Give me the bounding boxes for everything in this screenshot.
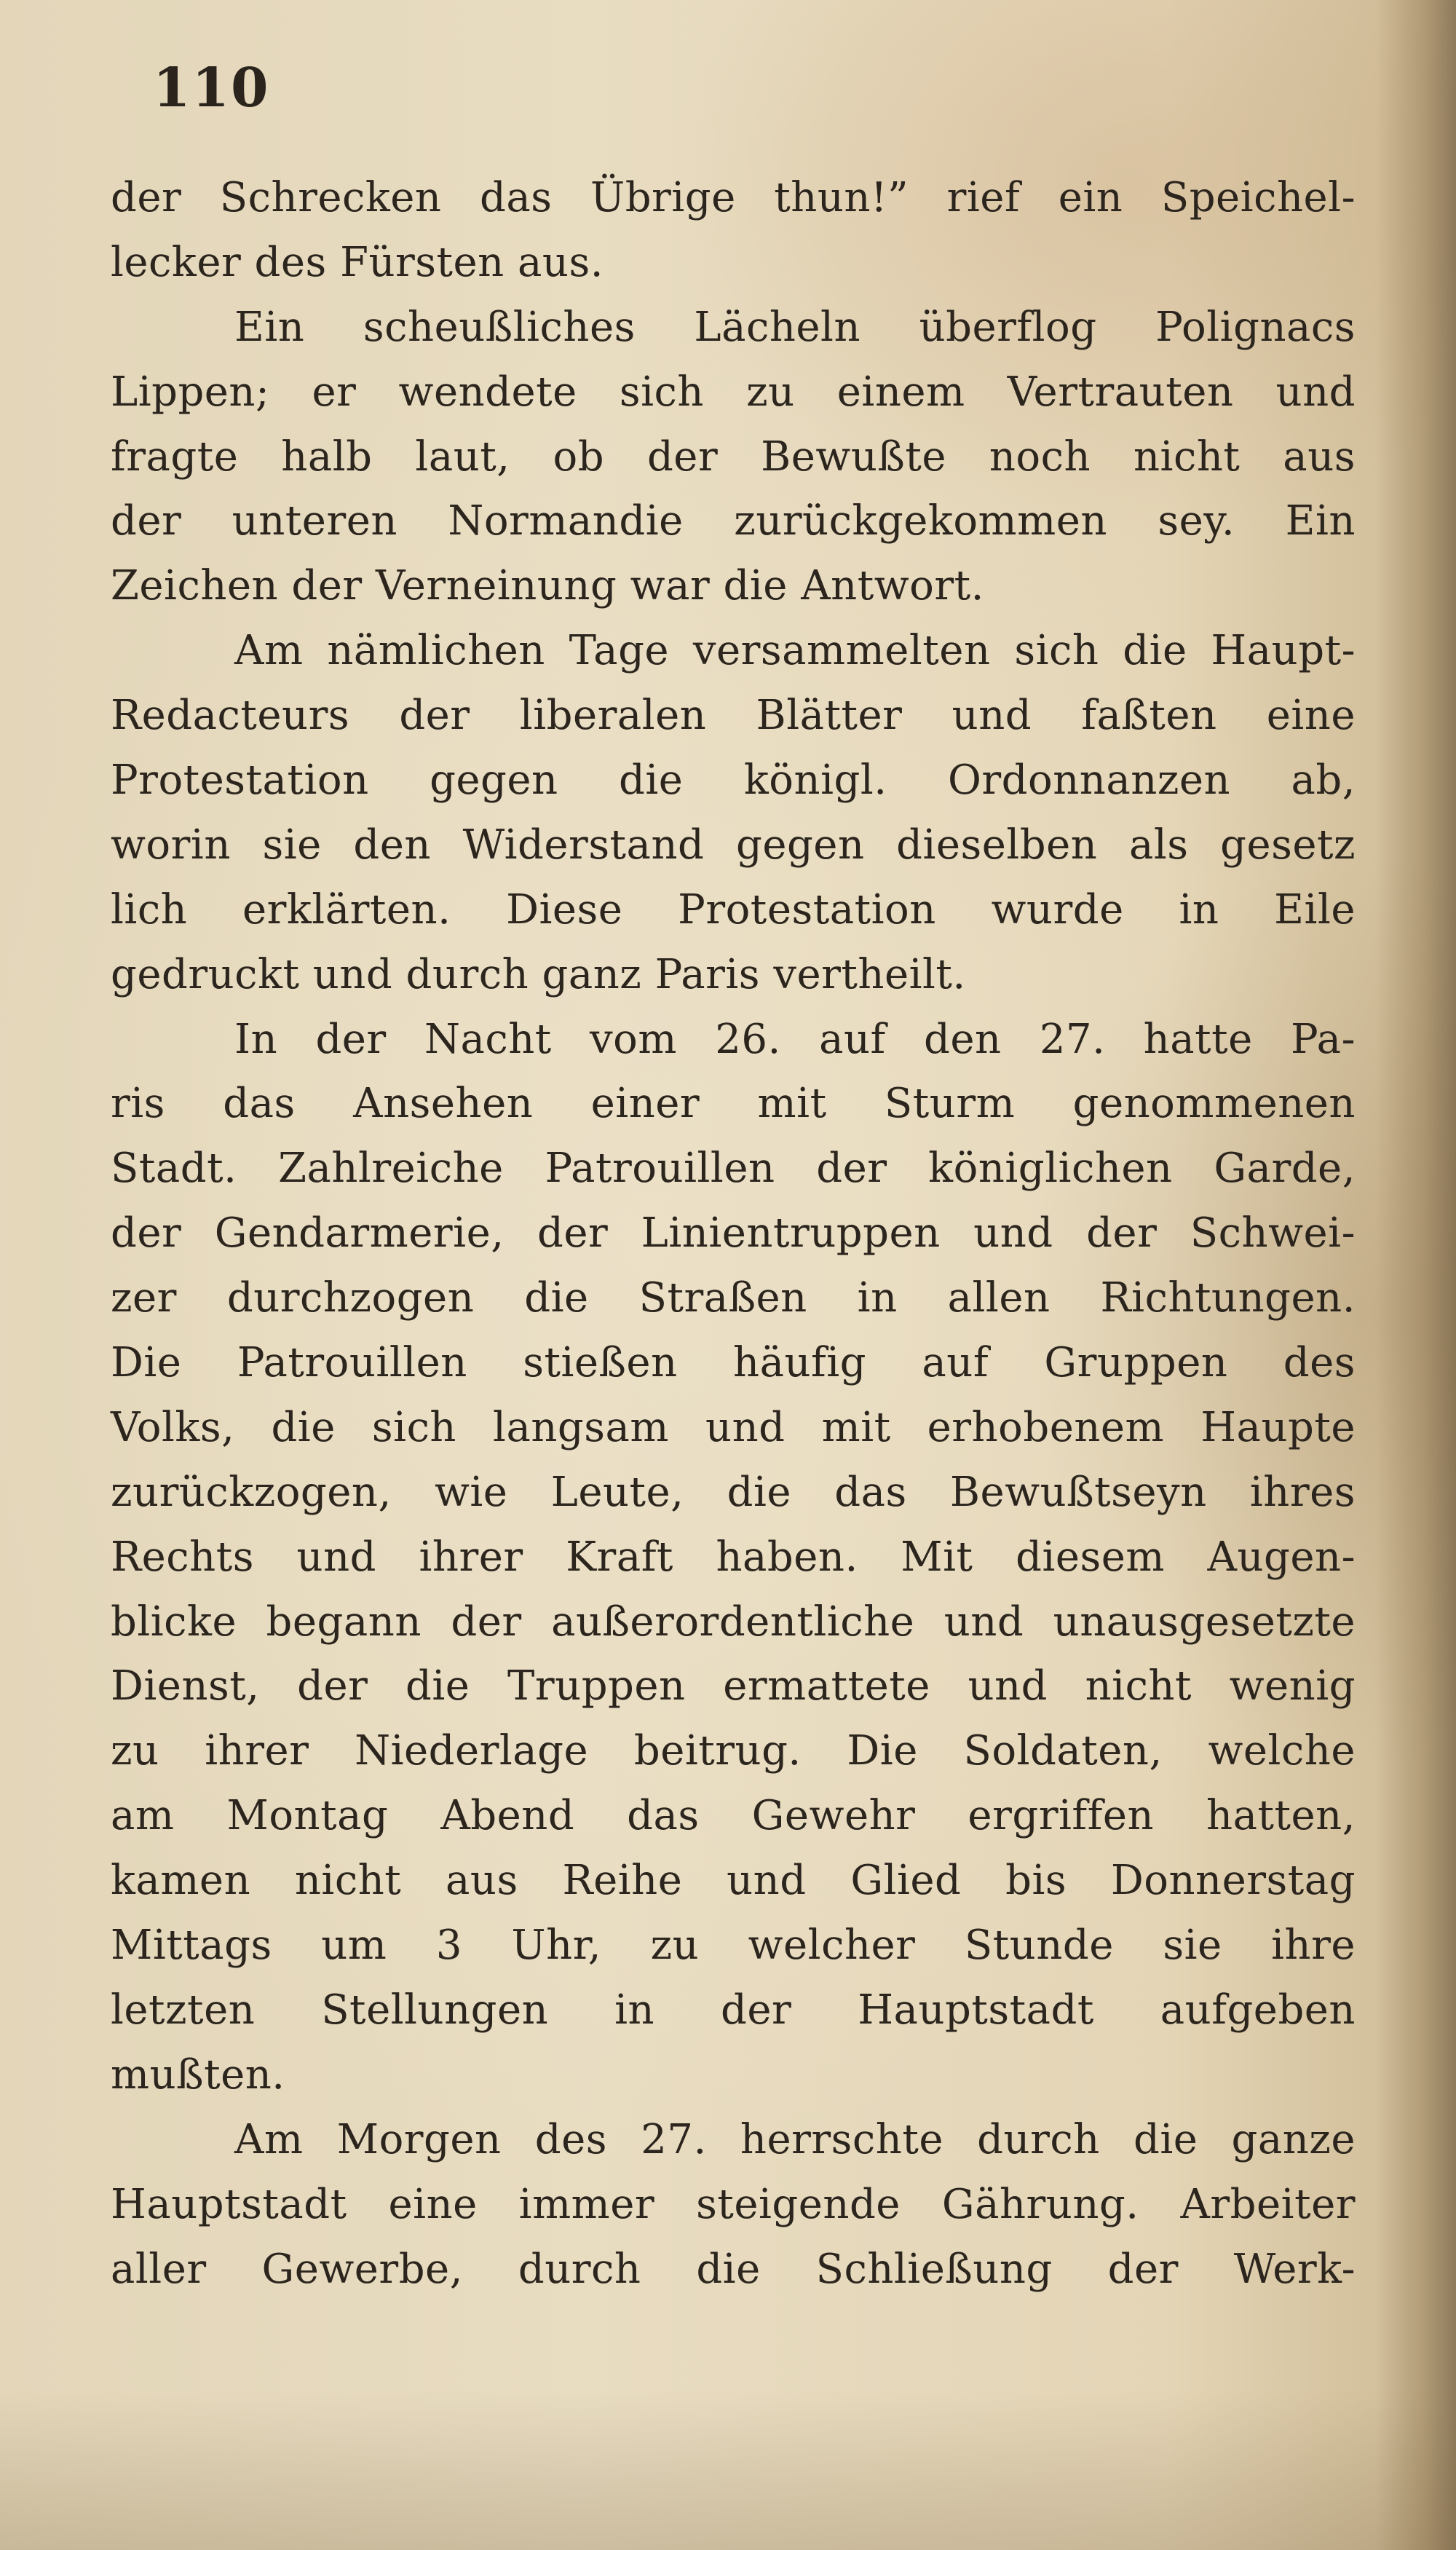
text-line: Lippen; er wendete sich zu einem Vertrauten und xyxy=(111,368,1356,416)
text-line: Rechts und ihrer Kraft haben. Mit diesem Augen- xyxy=(111,1533,1356,1581)
text-line: gedruckt und durch ganz Paris vertheilt. xyxy=(111,950,966,998)
text-line: der unteren Normandie zurückgekommen sey. Ein xyxy=(111,497,1356,545)
text-line: lecker des Fürsten aus. xyxy=(111,238,604,286)
page-bottom-shadow xyxy=(0,2390,1456,2550)
text-line: Ein scheußliches Lächeln überflog Polignacs xyxy=(234,303,1356,351)
text-line: Mittags um 3 Uhr, zu welcher Stunde sie ihre xyxy=(111,1922,1356,1970)
body-text xyxy=(111,166,1356,2302)
text-line: Hauptstadt eine immer steigende Gährung. Arbeiter xyxy=(111,2180,1356,2228)
text-line: der Schrecken das Übrige thun!” rief ein Speichel- xyxy=(111,174,1356,221)
text-line: Am Morgen des 27. herrschte durch die ganze xyxy=(234,2115,1356,2163)
text-line: am Montag Abend das Gewehr ergriffen hatten, xyxy=(111,1792,1356,1840)
text-line: fragte halb laut, ob der Bewußte noch nicht aus xyxy=(111,433,1356,481)
text-line: In der Nacht vom 26. auf den 27. hatte Pa- xyxy=(234,1015,1356,1063)
text-line: zurückzogen, wie Leute, die das Bewußtseyn ihres xyxy=(111,1468,1356,1516)
text-line: Dienst, der die Truppen ermattete und nicht wenig xyxy=(111,1662,1356,1710)
page-number: 110 xyxy=(153,57,270,119)
text-line: aller Gewerbe, durch die Schließung der Werk- xyxy=(111,2245,1356,2293)
text-line: kamen nicht aus Reihe und Glied bis Donnerstag xyxy=(111,1857,1356,1905)
text-line: Zeichen der Verneinung war die Antwort. xyxy=(111,562,984,610)
text-line: letzten Stellungen in der Hauptstadt aufgeben xyxy=(111,1986,1356,2034)
text-line: zer durchzogen die Straßen in allen Richtungen. xyxy=(111,1274,1356,1322)
text-line: der Gendarmerie, der Linientruppen und der Schwei- xyxy=(111,1209,1356,1258)
page-edge-shadow xyxy=(1376,0,1456,2550)
text-line: zu ihrer Niederlage beitrug. Die Soldaten, welche xyxy=(111,1727,1356,1775)
text-line: Volks, die sich langsam und mit erhobenem Haupte xyxy=(111,1403,1356,1451)
text-line: lich erklärten. Diese Protestation wurde in Eile xyxy=(111,885,1356,933)
text-line: Die Patrouillen stießen häufig auf Gruppen des xyxy=(111,1339,1356,1387)
text-line: Protestation gegen die königl. Ordonnanzen ab, xyxy=(111,757,1356,805)
text-line: Redacteurs der liberalen Blätter und faßten eine xyxy=(111,692,1356,740)
text-line: ris das Ansehen einer mit Sturm genommenen xyxy=(111,1080,1356,1128)
text-line: blicke begann der außerordentliche und unausgesetzte xyxy=(111,1598,1356,1646)
text-line: Am nämlichen Tage versammelten sich die Haupt- xyxy=(234,627,1356,675)
text-line: Stadt. Zahlreiche Patrouillen der königlichen Garde, xyxy=(111,1145,1356,1193)
text-line: worin sie den Widerstand gegen dieselben als gesetz xyxy=(111,821,1356,869)
text-line: mußten. xyxy=(111,2050,285,2099)
